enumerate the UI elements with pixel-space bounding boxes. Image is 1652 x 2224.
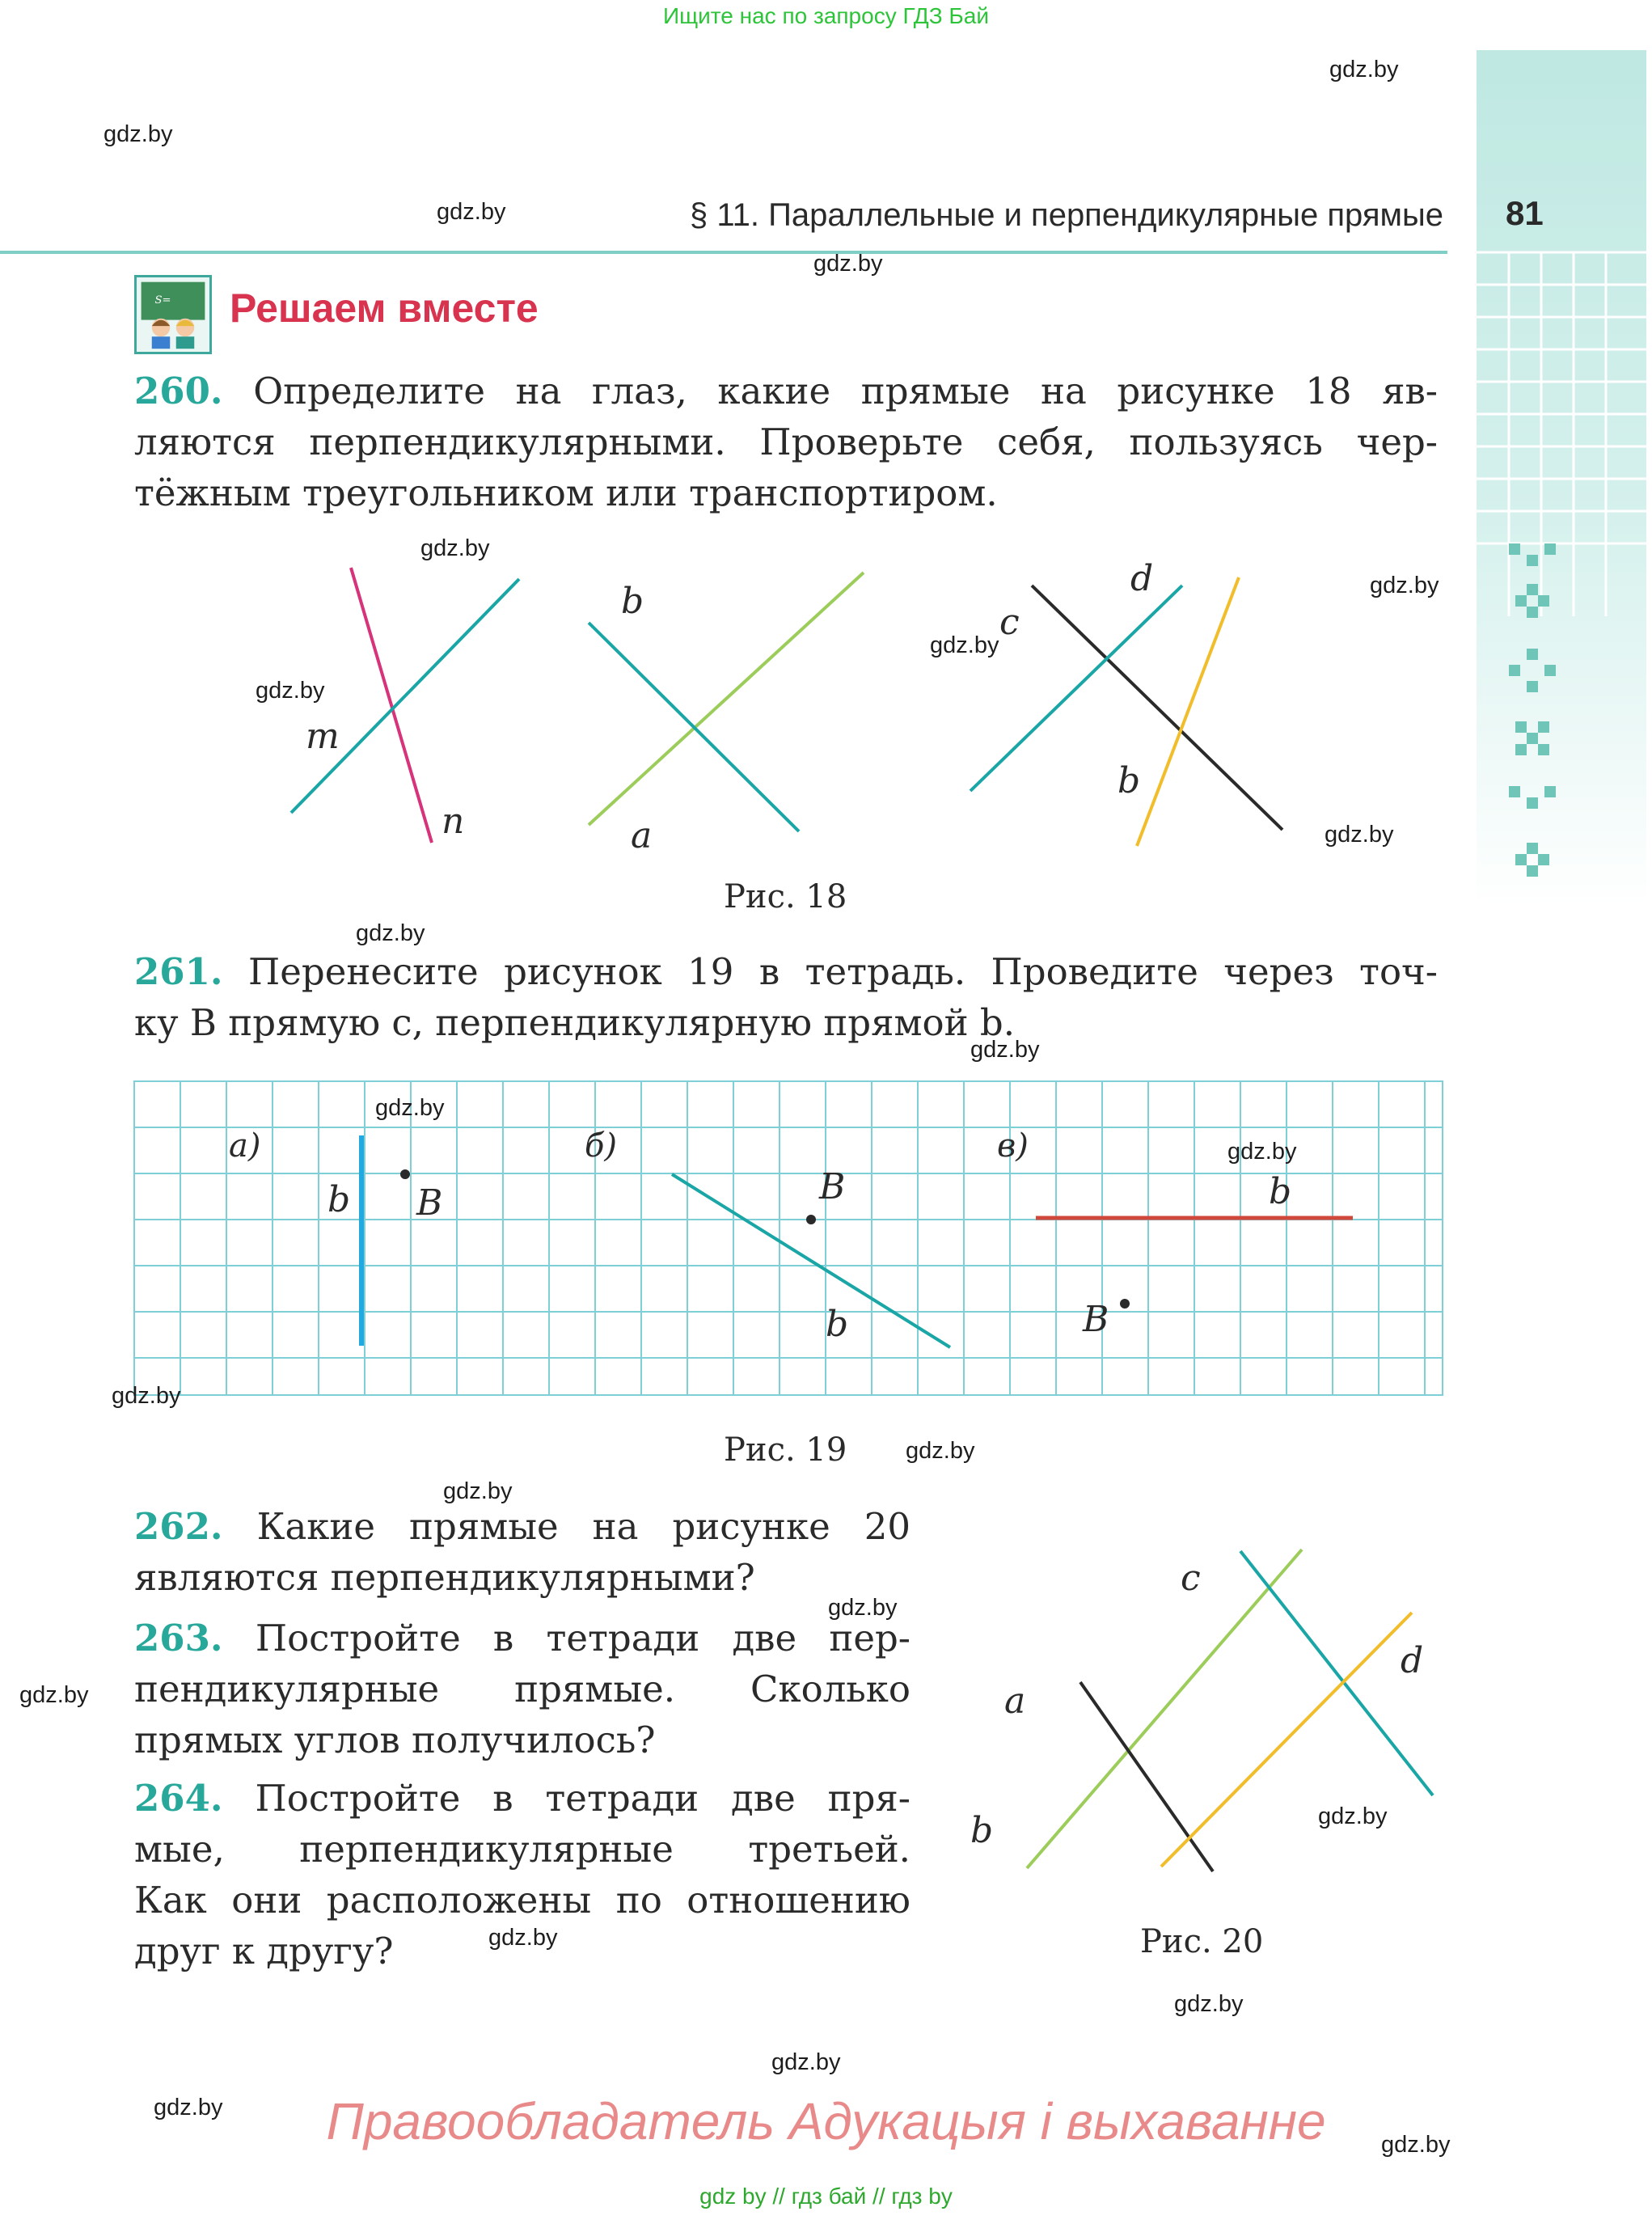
- figure-19-grid: [133, 1080, 1443, 1396]
- watermark: gdz.by: [356, 920, 425, 946]
- figure-18-caption: Рис. 18: [724, 878, 847, 915]
- watermark: gdz.by: [1381, 2132, 1451, 2158]
- watermark: gdz.by: [256, 678, 325, 704]
- line-m: [291, 579, 519, 813]
- panel-b-point-B: [806, 1215, 816, 1224]
- line-a: [1080, 1682, 1213, 1871]
- task-260-line-2: ляются перпендикулярными. Проверьте себя, пользуясь чер-: [134, 421, 1438, 463]
- task-264-line-2: мые, перпендикулярные третьей.: [134, 1828, 911, 1871]
- watermark: gdz.by: [771, 2049, 841, 2075]
- task-262: [134, 1501, 911, 1603]
- label-m: m: [306, 716, 340, 757]
- label-c: c: [999, 602, 1020, 643]
- label-d: d: [1130, 558, 1154, 599]
- student-right-body: [176, 336, 195, 349]
- task-number: 262.: [134, 1505, 223, 1548]
- copyright-notice: Правообладатель Адукацыя і выхаванне: [326, 2092, 1326, 2150]
- task-263: [134, 1613, 911, 1765]
- task-262-line-2: являются перпендикулярными?: [134, 1556, 755, 1599]
- watermark: gdz.by: [1325, 822, 1394, 848]
- panel-b-tag: б): [585, 1127, 618, 1165]
- task-263-line-2: пендикулярные прямые. Сколько: [134, 1668, 911, 1710]
- grid-lines: [134, 1081, 1443, 1395]
- line-b: [1027, 1550, 1302, 1868]
- panel-b-label-B: B: [819, 1166, 846, 1207]
- task-262-line-1: 262. Какие прямые на рисунке 20: [134, 1505, 911, 1548]
- label-b: b: [970, 1810, 994, 1851]
- task-261-line-2: ку B прямую c, перпендикулярную прямой b.: [134, 1001, 1016, 1044]
- watermark: gdz.by: [1227, 1139, 1297, 1165]
- label-b: b: [621, 581, 644, 622]
- task-263-line-3: прямых углов получилось?: [134, 1719, 656, 1761]
- watermark: gdz.by: [375, 1095, 445, 1121]
- panel-a-tag: а): [229, 1127, 261, 1165]
- header-divider: [0, 251, 1447, 254]
- watermark: gdz.by: [930, 632, 999, 658]
- watermark: gdz.by: [154, 2095, 223, 2120]
- classroom-icon: [134, 275, 212, 354]
- section-title: Решаем вместе: [230, 285, 539, 331]
- task-260-line-3: тёжным треугольником или транспортиром.: [134, 471, 998, 514]
- figure-20-caption: Рис. 20: [1140, 1923, 1264, 1960]
- task-number: 264.: [134, 1777, 223, 1820]
- task-260: [134, 366, 1438, 518]
- watermark: gdz.by: [906, 1438, 975, 1464]
- student-left-body: [152, 336, 171, 349]
- panel-c-tag: в): [997, 1127, 1029, 1165]
- task-261: [134, 946, 1438, 1048]
- watermark: gdz.by: [1318, 1803, 1388, 1829]
- panel-c-point-B: [1120, 1299, 1130, 1309]
- section-header: § 11. Параллельные и перпендикулярные прямые: [690, 197, 1443, 233]
- watermark: gdz.by: [1370, 573, 1439, 598]
- watermark: gdz.by: [19, 1682, 89, 1708]
- task-264-line-1: 264. Постройте в тетради две пря-: [134, 1777, 911, 1820]
- top-search-note: Ищите нас по запросу ГДЗ Бай: [662, 3, 990, 28]
- label-c: c: [1181, 1558, 1201, 1599]
- chalk-formula-glyph: S=: [154, 294, 171, 307]
- line-n: [351, 568, 432, 843]
- label-b-2: b: [1118, 760, 1141, 801]
- grid-border: [134, 1081, 1443, 1395]
- task-261-line-1: 261. Перенесите рисунок 19 в тетрадь. Проведите через точ-: [134, 950, 1438, 993]
- watermark: gdz.by: [488, 1925, 558, 1951]
- panel-a-label-b: b: [327, 1179, 351, 1220]
- panel-c-label-B: B: [1083, 1299, 1109, 1340]
- line-b-yellow: [1137, 577, 1239, 846]
- watermark: gdz.by: [828, 1595, 898, 1621]
- side-decorative-strip: [1477, 50, 1646, 907]
- task-263-line-1: 263. Постройте в тетради две пер-: [134, 1617, 911, 1660]
- panel-c-label-b: b: [1269, 1171, 1292, 1212]
- figure-20: [954, 1537, 1456, 1892]
- watermark: gdz.by: [443, 1478, 513, 1504]
- student-right-hair: [176, 320, 195, 327]
- figure-18: [243, 550, 1334, 873]
- watermark: gdz.by: [813, 251, 883, 277]
- watermark: gdz.by: [970, 1037, 1040, 1063]
- panel-a-label-B: B: [416, 1182, 443, 1224]
- panel-a-point-B: [400, 1169, 410, 1179]
- panel-b-label-b: b: [826, 1304, 849, 1345]
- label-a: a: [1004, 1681, 1026, 1722]
- task-number: 260.: [134, 370, 223, 412]
- task-number: 263.: [134, 1617, 223, 1660]
- label-n: n: [442, 801, 465, 842]
- watermark: gdz.by: [437, 199, 506, 225]
- chalkboard-shape: [142, 282, 205, 320]
- watermark: gdz.by: [420, 535, 490, 561]
- label-a: a: [631, 815, 653, 856]
- watermark: gdz.by: [1329, 57, 1399, 82]
- panel-b-line-b: [672, 1174, 950, 1347]
- task-number: 261.: [134, 950, 223, 993]
- watermark: gdz.by: [112, 1383, 181, 1409]
- label-d: d: [1401, 1640, 1424, 1681]
- figure-19-caption: Рис. 19: [724, 1431, 847, 1469]
- task-264-line-3: Как они расположены по отношению: [134, 1879, 911, 1922]
- line-b-teal: [589, 623, 799, 831]
- task-264-line-4: друг к другу?: [134, 1930, 394, 1972]
- student-left-hair: [152, 320, 171, 327]
- footer-links: gdz by // гдз бай // гдз by: [699, 2184, 953, 2209]
- watermark: gdz.by: [104, 121, 173, 147]
- page-number: 81: [1506, 194, 1544, 232]
- task-260-line-1: 260. Определите на глаз, какие прямые на рисунке 18 яв-: [134, 370, 1439, 412]
- watermark: gdz.by: [1174, 1991, 1244, 2017]
